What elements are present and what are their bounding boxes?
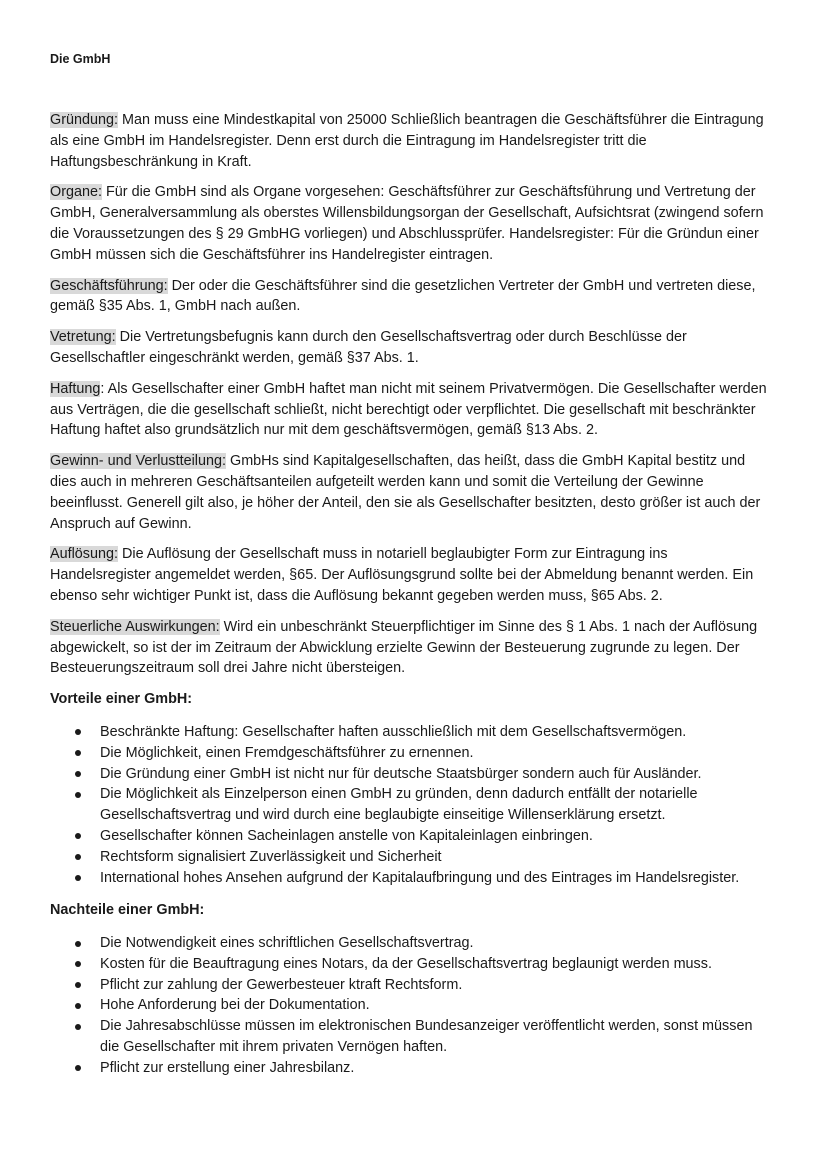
list-item: Die Notwendigkeit eines schriftlichen Gesellschaftsvertrag. — [50, 933, 770, 954]
section-gewinn-verlustteilung — [50, 451, 770, 534]
list-item: Rechtsform signalisiert Zuverlässigkeit und Sicherheit — [50, 847, 770, 868]
list-item: Gesellschafter können Sacheinlagen anstelle von Kapitaleinlagen einbringen. — [50, 826, 770, 847]
list-item: Die Möglichkeit als Einzelperson einen GmbH zu gründen, denn dadurch entfällt der notarielle Gesellschaftsvertrag und wird durch eine beglaubigte einseitige Willenserklärung ersetzt. — [50, 784, 770, 826]
section-vertretung — [50, 327, 770, 369]
section-label: Vetretung: — [50, 329, 116, 346]
section-label: Organe: — [50, 184, 102, 201]
section-text: : Als Gesellschafter einer GmbH haftet man nicht mit seinem Privatvermögen. Die Gesellschafter werden aus Verträgen, die die gesellschaft schließt, nicht berechtigt oder verpflichtet. Die gesellschaft mit beschränkter Haftung haftet also grundsätzlich nur mit dem geschäftsvermögen, gemäß §13 Abs. 2. — [50, 380, 767, 439]
disadvantages-heading: Nachteile einer GmbH: — [50, 902, 205, 919]
section-gruendung — [50, 110, 770, 172]
section-text: Der oder die Geschäftsführer sind die gesetzlichen Vertreter der GmbH und vertreten diese, gemäß §35 Abs. 1, GmbH nach außen. — [50, 277, 756, 315]
list-item: Beschränkte Haftung: Gesellschafter haften ausschließlich mit dem Gesellschaftsvermögen. — [50, 722, 770, 743]
section-label: Gründung: — [50, 112, 119, 128]
section-label: Steuerliche Auswirkungen: — [50, 618, 220, 635]
section-text: Für die GmbH sind als Organe vorgesehen: Geschäftsführer zur Geschäftsführung und Vertretung der GmbH, Generalversammlung als oberstes Willensbildungsorgan der Gesellschaft, Aufsichtsrat (zwingend sofern die Voraussetzungen des § 29 GmbHG vorliegen) und Abschlussprüfer. Handelsregister: Für die Gründun einer GmbH müssen sich die Geschäftsführer ins Handelregister eintragen. — [50, 184, 764, 263]
section-label: Gewinn- und Verlustteilung: — [50, 453, 226, 470]
list-item: Hohe Anforderung bei der Dokumentation. — [50, 995, 770, 1016]
section-text: Wird ein unbeschränkt Steuerpflichtiger im Sinne des § 1 Abs. 1 nach der Auflösung abgewickelt, so ist der im Zeitraum der Abwicklung erzielte Gewinn der Besteuerung zugrunde zu legen. Der Besteuerungszeitraum soll drei Jahre nicht übersteigen. — [50, 618, 758, 677]
section-text: Die Auflösung der Gesellschaft muss in notariell beglaubigter Form zur Eintragung ins Handelsregister angemeldet werden, §65. Der Auflösungsgrund sollte bei der Abmeldung benannt werden. Ein ebenso sehr wichtiger Punkt ist, dass die Auflösung bekannt gegeben werden muss, §65 Abs. 2. — [50, 546, 754, 604]
list-item: International hohes Ansehen aufgrund der Kapitalaufbringung und des Eintrages im Handelsregister. — [50, 868, 770, 889]
section-text: GmbHs sind Kapitalgesellschaften, das heißt, dass die GmbH Kapital bestitz und dies auch in mehreren Geschäftsanteilen aufgeteilt werden kann und somit die Verteilung der Gewinne beeinflusst. Generell gilt also, je höher der Anteil, den sie als Gesellschafter besitzten, desto größer ist auch der Anspruch auf Gewinn. — [50, 453, 761, 532]
section-aufloesung — [50, 544, 770, 606]
list-item: Kosten für die Beauftragung eines Notars, da der Gesellschaftsvertrag beglaunigt werden muss. — [50, 954, 770, 975]
section-label: Haftung — [50, 380, 101, 397]
list-item: Die Jahresabschlüsse müssen im elektronischen Bundesanzeiger veröffentlicht werden, sonst müssen die Gesellschafter mit ihrem privaten Vernögen haften. — [50, 1016, 770, 1058]
list-item: Pflicht zur erstellung einer Jahresbilanz. — [50, 1058, 770, 1079]
section-text: Man muss eine Mindestkapital von 25000 Schließlich beantragen die Geschäftsführer die Eintragung als eine GmbH im Handelsregister. Denn erst durch die Eintragung im Handelsregister tritt die Haftungsbeschränkung in Kraft. — [50, 112, 764, 170]
section-organe — [50, 182, 770, 265]
page-title: Die GmbH — [50, 52, 111, 66]
list-item: Die Möglichkeit, einen Fremdgeschäftsführer zu ernennen. — [50, 743, 770, 764]
advantages-list — [50, 722, 770, 888]
section-text: Die Vertretungsbefugnis kann durch den Gesellschaftsvertrag oder durch Beschlüsse der Gesellschaftler eingeschränkt werden, gemäß §37 Abs. 1. — [50, 329, 687, 366]
disadvantages-list — [50, 933, 770, 1079]
sections — [50, 110, 770, 679]
section-label: Auflösung: — [50, 546, 119, 563]
section-haftung — [50, 379, 770, 441]
advantages-heading: Vorteile einer GmbH: — [50, 691, 193, 708]
section-geschaeftsfuehrung — [50, 276, 770, 318]
section-steuerliche-auswirkungen — [50, 617, 770, 679]
list-item: Die Gründung einer GmbH ist nicht nur für deutsche Staatsbürger sondern auch für Ausländer. — [50, 764, 770, 785]
list-item: Pflicht zur zahlung der Gewerbesteuer ktraft Rechtsform. — [50, 975, 770, 996]
section-label: Geschäftsführung: — [50, 277, 168, 294]
